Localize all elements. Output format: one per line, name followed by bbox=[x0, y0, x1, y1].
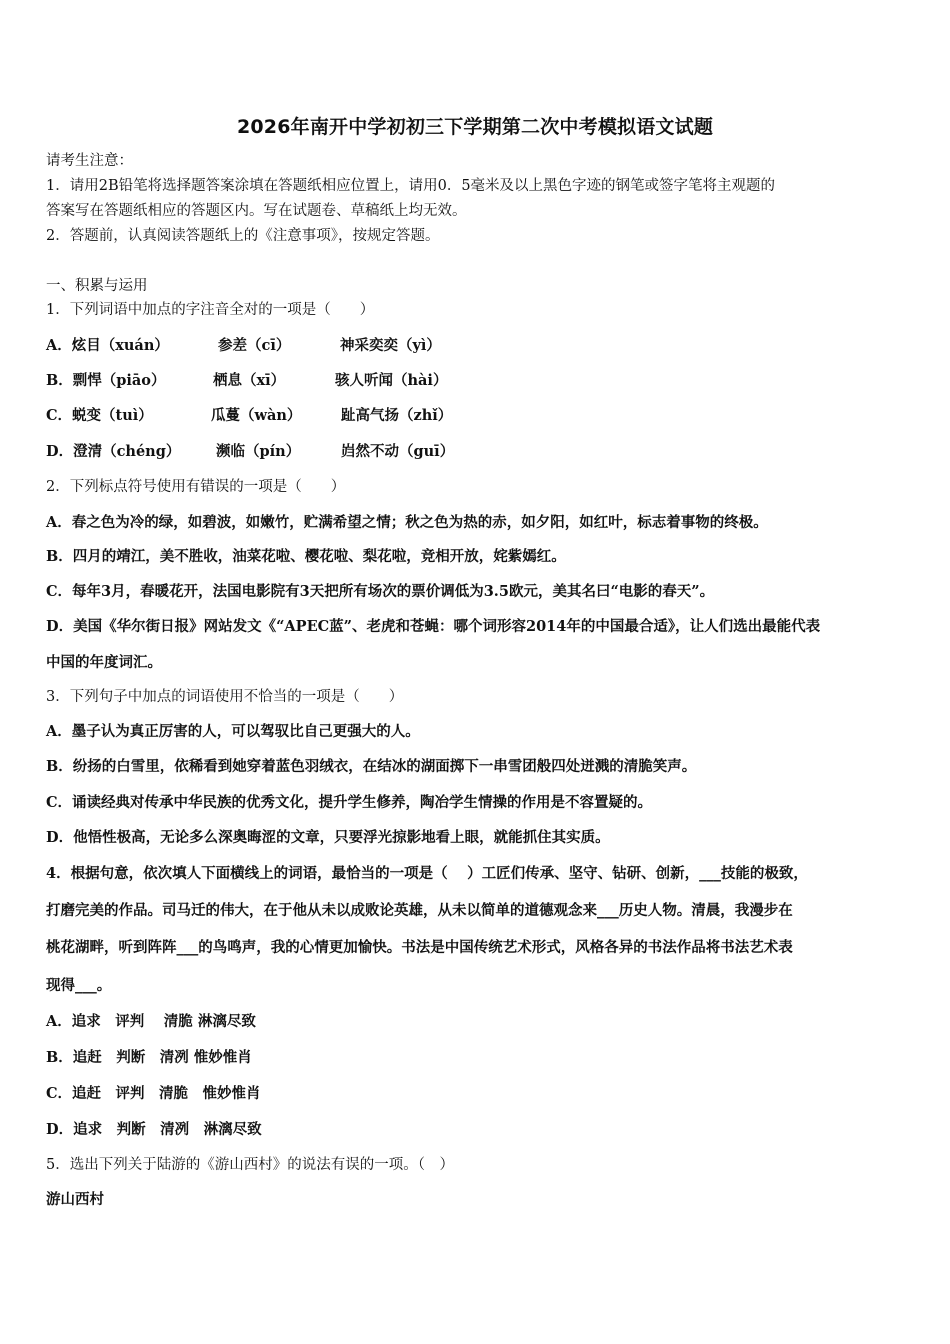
question-4-line-4: 现得___。 bbox=[46, 977, 112, 994]
option-cell: 岿然不动（guī） bbox=[341, 443, 455, 460]
notice-item-1-line-1: 1．请用2B铅笔将选择题答案涂填在答题纸相应位置上，请用0．5毫米及以上黑色字迹的钢笔或签字笔将主观题的 bbox=[46, 178, 776, 194]
section-heading: 一、积累与运用 bbox=[46, 278, 148, 294]
question-3-option-c: C．诵读经典对传承中华民族的优秀文化，提升学生修养，陶冶学生情操的作用是不容置疑的。 bbox=[46, 794, 653, 811]
question-2-option-d-line-1: D．美国《华尔街日报》网站发文《“APEC蓝”、老虎和苍蝇：哪个词形容2014年的中国最合适》，让人们选出最能代表 bbox=[46, 618, 821, 635]
question-4-option-b: B．追赶 判断 清冽 惟妙惟肖 bbox=[46, 1049, 252, 1066]
question-2-option-a: A．春之色为冷的绿，如碧波，如嫩竹，贮满希望之情；秋之色为热的赤，如夕阳，如红叶，标志着事物的终极。 bbox=[46, 514, 768, 531]
option-cell: 濒临（pín） bbox=[216, 443, 301, 460]
question-4-line-2: 打磨完美的作品。司马迁的伟大，在于他从未以成败论英雄，从未以简单的道德观念来___历史人物。清晨，我漫步在 bbox=[46, 902, 793, 919]
option-cell: 趾高气扬（zhǐ） bbox=[341, 407, 453, 424]
question-5-stem: 5．选出下列关于陆游的《游山西村》的说法有误的一项。（ ） bbox=[46, 1157, 454, 1173]
exam-title: 2026年南开中学初初三下学期第二次中考模拟语文试题 bbox=[236, 116, 714, 138]
option-cell: D．澄清（chéng） bbox=[46, 443, 181, 460]
option-cell: C．蜕变（tuì） bbox=[46, 407, 153, 424]
question-2-option-b: B．四月的靖江，美不胜收，油菜花啦、樱花啦、梨花啦，竞相开放，姹紫嫣红。 bbox=[46, 548, 566, 565]
notice-item-2: 2．答题前，认真阅读答题纸上的《注意事项》，按规定答题。 bbox=[46, 228, 440, 244]
question-4-option-d: D．追求 判断 清冽 淋漓尽致 bbox=[46, 1121, 262, 1138]
option-cell: B．剽悍（piāo） bbox=[46, 372, 166, 389]
question-3-option-a: A．墨子认为真正厉害的人，可以驾驭比自己更强大的人。 bbox=[46, 723, 420, 740]
question-4-line-1: 4．根据句意，依次填人下面横线上的词语，最恰当的一项是（ ）工匠们传承、坚守、钻研、创新，___技能的极致， bbox=[46, 865, 808, 882]
option-cell: 骇人听闻（hài） bbox=[335, 372, 448, 389]
question-3-option-d: D．他悟性极高，无论多么深奥晦涩的文章，只要浮光掠影地看上眼，就能抓住其实质。 bbox=[46, 829, 610, 846]
option-cell: 参差（cī） bbox=[218, 337, 291, 354]
question-3-stem: 3．下列句子中加点的词语使用不恰当的一项是（ ） bbox=[46, 689, 404, 705]
question-2-option-c: C．每年3月，春暖花开，法国电影院有3天把所有场次的票价调低为3.5欧元，美其名曰“电影的春天”。 bbox=[46, 583, 715, 600]
option-cell: 栖息（xī） bbox=[213, 372, 286, 389]
notice-heading: 请考生注意： bbox=[46, 153, 133, 169]
question-4-line-3: 桃花湖畔，听到阵阵___的鸟鸣声，我的心情更加愉快。书法是中国传统艺术形式，风格各异的书法作品将书法艺术表 bbox=[46, 939, 793, 956]
question-4-option-c: C．追赶 评判 清脆 惟妙惟肖 bbox=[46, 1085, 261, 1102]
notice-item-1-line-2: 答案写在答题纸相应的答题区内。写在试题卷、草稿纸上均无效。 bbox=[46, 203, 467, 219]
question-3-option-b: B．纷扬的白雪里，依稀看到她穿着蓝色羽绒衣，在结冰的湖面掷下一串雪团般四处迸溅的清脆笑声。 bbox=[46, 758, 697, 775]
question-4-option-a: A．追求 评判 清脆 淋漓尽致 bbox=[46, 1013, 256, 1030]
question-2-option-d-line-2: 中国的年度词汇。 bbox=[46, 654, 162, 671]
question-1-stem: 1．下列词语中加点的字注音全对的一项是（ ） bbox=[46, 302, 375, 318]
option-cell: 瓜蔓（wàn） bbox=[211, 407, 302, 424]
option-cell: A．炫目（xuán） bbox=[46, 337, 169, 354]
question-2-stem: 2．下列标点符号使用有错误的一项是（ ） bbox=[46, 479, 346, 495]
option-cell: 神采奕奕（yì） bbox=[340, 337, 441, 354]
poem-title: 游山西村 bbox=[46, 1191, 104, 1208]
